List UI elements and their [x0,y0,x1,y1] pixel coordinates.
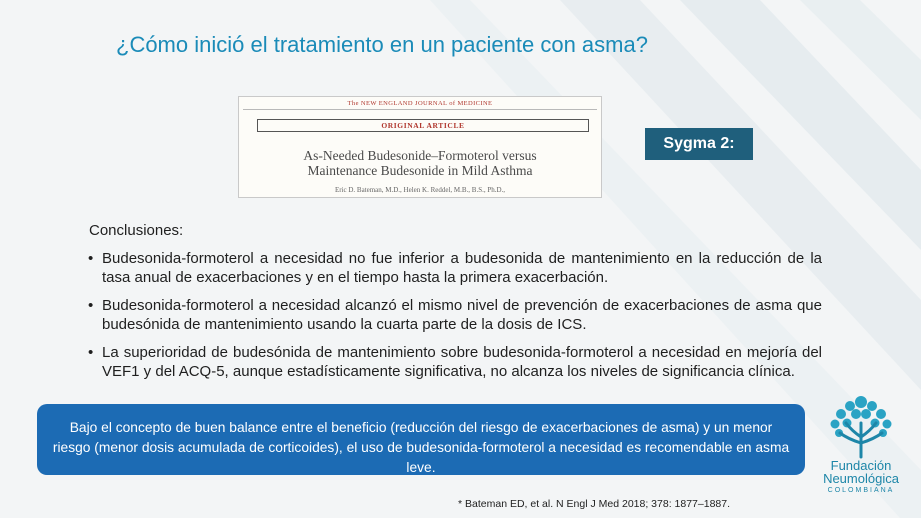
article-headline-line1: As-Needed Budesonide–Formoterol versus [303,148,537,163]
bullet-icon: • [88,344,94,361]
list-item-text: Budesonida-formoterol a necesidad no fue inferior a budesonida de mantenimiento en la reducción de la tasa anual de exacerbaciones y en el tiempo hasta la primera exacerbación. [102,250,822,286]
divider [243,109,597,110]
tree-icon [826,393,896,459]
journal-name: The NEW ENGLAND JOURNAL of MEDICINE [347,100,493,107]
organization-logo [818,393,904,503]
article-headline-line2: Maintenance Budesonide in Mild Asthma [307,163,533,178]
list-item [88,296,822,334]
article-tag: ORIGINAL ARTICLE [257,119,589,132]
conclusions-list [88,249,822,390]
bullet-icon: • [88,297,94,314]
reference-citation: * Bateman ED, et al. N Engl J Med 2018; 378: 1877–1887. [458,498,731,510]
article-header-image [238,96,602,198]
logo-text-line3: COLOMBIANA [827,487,895,494]
slide-title: ¿Cómo inició el tratamiento en un paciente con asma? [116,32,648,57]
sygma-badge: Sygma 2: [645,128,753,160]
bullet-icon: • [88,250,94,267]
logo-text-line1: Fundación [830,458,892,473]
list-item [88,343,822,381]
summary-callout: Bajo el concepto de buen balance entre el beneficio (reducción del riesgo de exacerbaciones de asma) y un menor riesgo (menor dosis acumulada de corticoides), el uso de budesonida-formoterol a necesidad es recomendable en asma leve. [37,404,805,475]
article-headline [239,148,601,178]
article-authors: Eric D. Bateman, M.D., Helen K. Reddel, M.B., B.S., Ph.D., [334,186,506,194]
list-item-text: La superioridad de budesónida de mantenimiento sobre budesonida-formoterol a necesidad en mejoría del VEF1 y del ACQ-5, aunque estadísticamente significativa, no alcanza los niveles de significancia clínica. [102,344,822,380]
list-item [88,249,822,287]
conclusions-heading: Conclusiones: [89,222,184,239]
list-item-text: Budesonida-formoterol a necesidad alcanzó el mismo nivel de prevención de exacerbaciones de asma que budesónida de mantenimiento usando la cuarta parte de la dosis de ICS. [102,297,822,333]
logo-text-line2: Neumológica [823,471,899,486]
